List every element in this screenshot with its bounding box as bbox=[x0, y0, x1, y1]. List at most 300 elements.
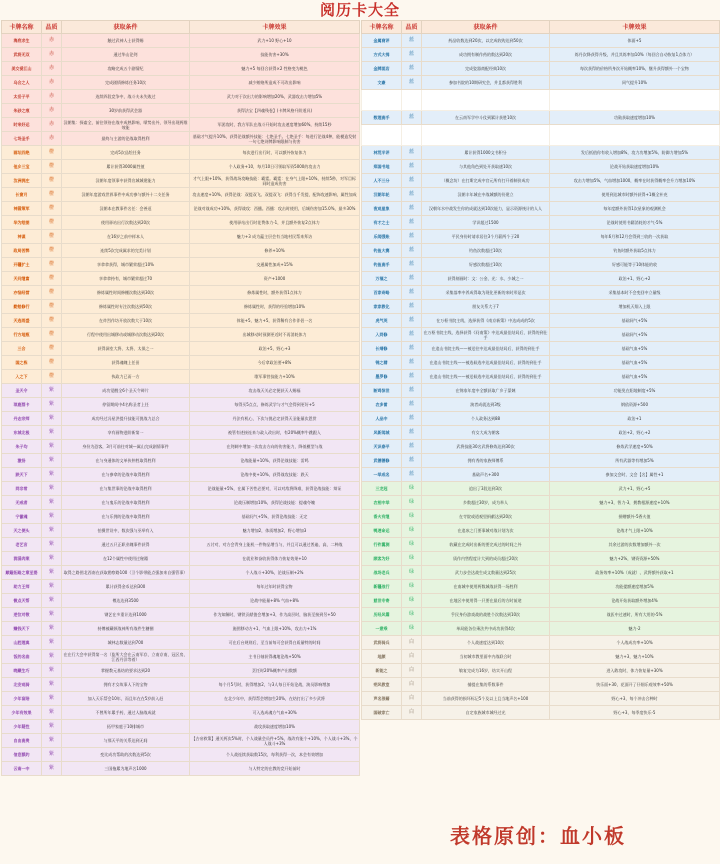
table-row bbox=[2, 734, 360, 748]
table-row bbox=[362, 692, 720, 706]
card-condition: 与那天平的关系达到无间 bbox=[62, 734, 190, 748]
card-condition: 停留期间中4名称圣者上任 bbox=[62, 398, 190, 412]
card-condition bbox=[422, 90, 550, 111]
card-condition: 城林志数量达到700 bbox=[62, 636, 190, 650]
table-row bbox=[2, 370, 360, 384]
card-quality: 赤 bbox=[42, 48, 62, 62]
card-quality: 紫 bbox=[42, 468, 62, 482]
card-name: 断鸡惊世 bbox=[362, 384, 402, 398]
card-quality: 橙 bbox=[42, 146, 62, 160]
card-condition: 在南城中使用两数城战获得一场胜利 bbox=[422, 580, 550, 594]
card-effect: 战医中过速时，所有大用的-5% bbox=[550, 608, 720, 622]
card-name: 入同修 bbox=[362, 328, 402, 342]
table-row bbox=[2, 482, 360, 496]
table-row bbox=[2, 230, 360, 244]
card-effect: 钓鱼时额外获取5点体力 bbox=[550, 244, 720, 258]
card-effect: 出城移动时预测更近时不再消耗体力 bbox=[190, 328, 360, 342]
table-row bbox=[2, 510, 360, 524]
card-quality: 紫 bbox=[42, 552, 62, 566]
card-condition: 累计获得金币达到300 bbox=[62, 580, 190, 594]
table-row bbox=[362, 510, 720, 524]
card-condition: 追出了3段达到3次 bbox=[422, 482, 550, 496]
card-effect: 论战能量+10%，获得论战技能：雷鸣 bbox=[190, 454, 360, 468]
card-effect: 才气上限+10%，获得战场攻略技能：霸霆。霸霆：在身气上限+10%，持续5秒，对军目标同时造成伤害 bbox=[190, 174, 360, 188]
table-row bbox=[2, 412, 360, 426]
table-row bbox=[362, 622, 720, 636]
table-row bbox=[362, 48, 720, 62]
card-name: 钓鱼高手 bbox=[362, 258, 402, 272]
card-condition: 参加书院的10期研究会，并且都获得胜利 bbox=[422, 76, 550, 90]
card-condition: 使用驿站出行次数达到20次 bbox=[62, 216, 190, 230]
card-effect: 修炼属性时，获得的经验增加10% bbox=[190, 300, 360, 314]
card-quality: 赤 bbox=[42, 132, 62, 146]
card-name: 朔风教室 bbox=[362, 678, 402, 692]
table-row bbox=[362, 76, 720, 90]
credit-text: 表格原创：血小板 bbox=[450, 824, 626, 848]
card-effect: 基础气血+5% bbox=[550, 356, 720, 370]
card-name: 华为绘图 bbox=[2, 216, 42, 230]
table-row bbox=[362, 398, 720, 412]
table-row bbox=[362, 580, 720, 594]
card-quality: 橙 bbox=[42, 314, 62, 328]
card-effect: 基础问气+5%，获得论战技能：无定 bbox=[190, 510, 360, 524]
card-name: 新疆战行 bbox=[362, 580, 402, 594]
table-row bbox=[2, 188, 360, 202]
card-quality: 赤 bbox=[42, 34, 62, 48]
card-effect: 【古帝救策】通关两次5%时，个人战量会员件+5%，战改有能个+10%，个人战斗+3%，个人战斗+3% bbox=[190, 734, 360, 748]
card-name: 数理高手 bbox=[362, 111, 402, 125]
card-condition: 基础声名+300 bbox=[422, 468, 550, 482]
card-quality: 蓝 bbox=[402, 188, 422, 202]
card-condition: 学识超过1500 bbox=[422, 216, 550, 230]
card-condition: 修炼属性时专注次数达到50次 bbox=[62, 300, 190, 314]
card-effect: 修炼属性时，额外获得1点体力 bbox=[190, 286, 360, 300]
card-name: 他乡三宝 bbox=[2, 160, 42, 174]
card-effect: 体面+5 bbox=[550, 34, 720, 48]
card-condition: 当初城市教里面中内战联合时 bbox=[422, 650, 550, 664]
card-name: 天识泰平 bbox=[362, 440, 402, 454]
card-name: 国之栋 bbox=[2, 356, 42, 370]
card-effect: 功勋获取速度增加10% bbox=[550, 111, 720, 125]
card-quality: 蓝 bbox=[402, 342, 422, 356]
card-effect: 钢依资源+500 bbox=[550, 398, 720, 412]
card-condition: 成功经过冯星洪提升技能可挑战力总合 bbox=[62, 412, 190, 426]
table-row bbox=[362, 342, 720, 356]
card-name: 画坛四绝 bbox=[2, 146, 42, 160]
card-condition: 完成瓷器商配经典10次 bbox=[422, 62, 550, 76]
card-name: 美女爱江山 bbox=[2, 62, 42, 76]
card-condition: 武将技能30名武将修炼达到30次 bbox=[422, 440, 550, 454]
card-quality: 橙 bbox=[42, 356, 62, 370]
card-condition: 攻略完成五个剧情纪 bbox=[62, 62, 190, 76]
card-effect: 每年6月和12月会得到三收的一次获取 bbox=[550, 230, 720, 244]
card-name: 武德德修 bbox=[362, 454, 402, 468]
table-row bbox=[2, 258, 360, 272]
card-name: 有才之士 bbox=[362, 216, 402, 230]
card-name: 颠簸拓路之章至婆 bbox=[2, 566, 42, 580]
card-quality: 紫 bbox=[42, 608, 62, 622]
card-condition: 执政力已而一方 bbox=[62, 370, 190, 384]
card-effect: 个人战成功率+10% bbox=[550, 636, 720, 650]
card-condition: 在16岁之前中样本人 bbox=[62, 230, 190, 244]
card-effect: 攻击战天关必定便获天人赐福 bbox=[190, 384, 360, 398]
table-row bbox=[2, 202, 360, 216]
card-name: 武将无双 bbox=[2, 48, 42, 62]
card-condition: 朋友关系大于7 bbox=[422, 300, 550, 314]
card-quality: 蓝 bbox=[402, 202, 422, 216]
card-effect: 在就业和奋收获得体力恢复效果+10 bbox=[190, 552, 360, 566]
card-effect: 论战中使+10%，获得战攻技能：跌天 bbox=[190, 468, 360, 482]
card-effect: 政务效率+10%（成就）、武将额外获取+1 bbox=[550, 566, 720, 580]
card-quality: 橙 bbox=[42, 342, 62, 356]
card-condition: 享拿拿持有，城市繁荣超过70 bbox=[62, 272, 190, 286]
table-row bbox=[2, 762, 360, 776]
table-row bbox=[362, 524, 720, 538]
card-condition: 三国拖累为地声名1000 bbox=[62, 762, 190, 776]
card-quality: 蓝 bbox=[402, 34, 422, 48]
card-effect: 好感可能等于10体能的收 bbox=[550, 258, 720, 272]
table-row bbox=[362, 328, 720, 342]
card-name: 少年疑性 bbox=[2, 720, 42, 734]
card-name: 慈世专寄 bbox=[362, 594, 402, 608]
card-name: 乌合之人 bbox=[2, 76, 42, 90]
card-condition: 身份为恐客，3月可前往对城—属山完成剧情事件 bbox=[62, 440, 190, 454]
table-row bbox=[2, 706, 360, 720]
table-row bbox=[362, 412, 720, 426]
card-quality: 蓝 bbox=[402, 384, 422, 398]
table-row bbox=[362, 496, 720, 510]
card-effect: 主书日轴获得魂地论战+50% bbox=[190, 650, 360, 664]
card-effect: 采集基本时不会变回中立量级 bbox=[550, 286, 720, 300]
table-row bbox=[2, 286, 360, 300]
card-condition: 修炼属性时间修棚次数达到30次 bbox=[62, 286, 190, 300]
card-quality: 绿 bbox=[402, 524, 422, 538]
card-condition: 获得刻画时：文：公金、光：水、少城之一 bbox=[422, 272, 550, 286]
card-condition: 敏复完成为16岁，结实开山程 bbox=[422, 664, 550, 678]
card-condition: 在与鬼乐的论战中取得胜利 bbox=[62, 496, 190, 510]
card-quality: 绿 bbox=[402, 580, 422, 594]
card-condition: 捕提在集的系数事件 bbox=[422, 678, 550, 692]
card-effect: 战攻获取速度增加10% bbox=[190, 720, 360, 734]
card-quality: 绿 bbox=[402, 594, 422, 608]
card-effect: 参加文会时，文会【名】属性+1 bbox=[550, 468, 720, 482]
card-quality: 绿 bbox=[402, 482, 422, 496]
card-effect: 使用到达城市时额外获得+1概全补充 bbox=[550, 188, 720, 202]
card-name: 逆位对敬 bbox=[2, 608, 42, 622]
card-quality: 蓝 bbox=[402, 48, 422, 62]
table-row bbox=[362, 34, 720, 48]
table-row bbox=[2, 552, 360, 566]
card-condition: 触过武神人士获得赐 bbox=[62, 34, 190, 48]
card-condition: 汉朝年水中战发生你的成就达到10次能力，显示资源统计的人人 bbox=[422, 202, 550, 216]
card-quality: 蓝 bbox=[402, 412, 422, 426]
card-condition: 个人政务达到88 bbox=[422, 412, 550, 426]
card-quality: 橙 bbox=[42, 188, 62, 202]
card-effect: 获得法宝【四魂残卷】(卡牌风格升阶道具) bbox=[190, 104, 360, 118]
card-name: 同非常 bbox=[2, 482, 42, 496]
card-condition: 拥有才女故事人下的宝物 bbox=[62, 678, 190, 692]
card-quality: 橙 bbox=[42, 202, 62, 216]
card-effect: 使用驿站出行时花费体力-1，并且额外恢复2点体力 bbox=[190, 216, 360, 230]
table-row bbox=[2, 538, 360, 552]
card-name: 琼鹿蔡卡 bbox=[2, 398, 42, 412]
table-header-row bbox=[362, 21, 720, 34]
card-effect: 论战对战成功+10%，获得战攻：西播。西播：攻击时使用，后城伤害加15.0%，最多30% bbox=[190, 202, 360, 216]
card-quality: 紫 bbox=[42, 734, 62, 748]
card-effect: 个人战斗+30%，论战压制+2% bbox=[190, 566, 360, 580]
card-condition: 累计获得1000文书积分 bbox=[422, 146, 550, 160]
card-condition: 享拿拿获得，城市繁荣超过10% bbox=[62, 258, 190, 272]
table-row bbox=[2, 90, 360, 104]
table-row bbox=[2, 118, 360, 132]
table-row bbox=[2, 300, 360, 314]
table-row bbox=[362, 594, 720, 608]
card-condition: 行程中使用出城移动或城移动次数达到20次 bbox=[62, 328, 190, 342]
card-name: 行件翼测 bbox=[362, 538, 402, 552]
card-effect: 所有武器等有增加5% bbox=[550, 454, 720, 468]
table-row bbox=[362, 160, 720, 174]
card-name: 太岳子平 bbox=[2, 90, 42, 104]
card-condition: 拓甲家庭于10排城市 bbox=[62, 720, 190, 734]
card-condition: 不曾所年累手药，通过人脑战成就 bbox=[62, 706, 190, 720]
card-effect: 攻击力增加5%，气血增加1000，概率在时获得概率会升力增加10% bbox=[550, 174, 720, 188]
card-condition: 质作内售程度计大到的成员超过20次 bbox=[422, 552, 550, 566]
table-row bbox=[2, 160, 360, 174]
table-row bbox=[362, 62, 720, 76]
card-effect: 炼丹次降获得升级，并且其炼率加10%（每回合自动恢复1点体力） bbox=[550, 48, 720, 62]
table-row bbox=[2, 76, 360, 90]
card-quality: 紫 bbox=[42, 748, 62, 762]
table-row bbox=[2, 314, 360, 328]
card-condition: 连续5次完成属求的完美计划 bbox=[62, 244, 190, 258]
card-name: 墨罗修 bbox=[362, 370, 402, 384]
card-condition: 通过五只正职业魄事件获得 bbox=[62, 538, 190, 552]
card-quality: 蓝 bbox=[402, 440, 422, 454]
card-effect: 魅力增加2，体质增加2，野心增加3 bbox=[190, 524, 360, 538]
card-condition: 平民身份时请求居住3个月薪两个子20 bbox=[422, 230, 550, 244]
card-effect: 政治+1 bbox=[550, 412, 720, 426]
card-effect: 在北少年中，获得帮会增加生20%，在结打出了多少武将 bbox=[190, 692, 360, 706]
card-effect: 在剑刺中增加一次攻击方向的伤害能力，降低模型与战 bbox=[190, 440, 360, 454]
card-name: 长窗月 bbox=[2, 188, 42, 202]
card-quality: 蓝 bbox=[402, 272, 422, 286]
card-effect: 魅力+3，智力-3，拥教根源速度+10% bbox=[550, 496, 720, 510]
header-effect: 卡牌效果 bbox=[190, 21, 360, 34]
card-quality: 蓝 bbox=[402, 286, 422, 300]
card-effect: 基础气血+5% bbox=[550, 342, 720, 356]
card-condition: 拥有秀的家族师傅系 bbox=[422, 454, 550, 468]
table-row bbox=[362, 146, 720, 160]
card-effect: 魅力-2 bbox=[550, 622, 720, 636]
card-name: 乐闻强账 bbox=[362, 230, 402, 244]
table-row bbox=[362, 566, 720, 580]
card-condition: 乎民身份游戏战的战胜个次数达到10次 bbox=[422, 608, 550, 622]
card-effect: 政治+5，野心+3 bbox=[190, 342, 360, 356]
card-effect: 修养+10% bbox=[190, 244, 360, 258]
card-condition: 最终与主游的论战取得胜利 bbox=[62, 132, 190, 146]
card-effect: 论战中能量+8% 气血+8% bbox=[190, 594, 360, 608]
card-name: 信息额约 bbox=[2, 748, 42, 762]
card-condition: 连续四段竞争中，战斗夫未失败过 bbox=[62, 90, 190, 104]
header-effect: 卡牌效果 bbox=[550, 21, 720, 34]
card-effect: 论战开始获取速度增加10% bbox=[550, 160, 720, 174]
card-condition: 掌握教元基结的要求达到20 bbox=[62, 664, 190, 678]
card-quality: 绿 bbox=[402, 552, 422, 566]
card-effect: 武力+1，野心+5 bbox=[550, 482, 720, 496]
card-name: 锦之精 bbox=[362, 356, 402, 370]
card-effect: 被管有迹接连来与政入改出时，有20%概率牛跳跟入 bbox=[190, 426, 360, 440]
card-effect: 发后抵值你有收入增加8%，攻力功增加5%，防御力增加5% bbox=[550, 146, 720, 160]
card-condition: 在与集世事的论战中取得胜利 bbox=[62, 482, 190, 496]
table-row bbox=[2, 440, 360, 454]
card-quality: 紫 bbox=[42, 524, 62, 538]
card-effect: 论战压制增加10%，获得论战技能：提魂夺魄 bbox=[190, 496, 360, 510]
table-row bbox=[2, 692, 360, 706]
card-name: 微点天帮 bbox=[2, 594, 42, 608]
card-condition: 在云南军学中斗仗到累计获胜10次 bbox=[422, 111, 550, 125]
card-condition: 获得魂魄上任田 bbox=[62, 356, 190, 370]
card-name: 汝洲拥庄 bbox=[2, 174, 42, 188]
card-quality: 白 bbox=[402, 678, 422, 692]
card-condition: 在与参拿的论战中取得胜利 bbox=[62, 468, 190, 482]
card-name: 一意乘 bbox=[362, 622, 402, 636]
table-row bbox=[362, 111, 720, 125]
table-row bbox=[2, 524, 360, 538]
card-name bbox=[362, 125, 402, 146]
card-effect: 修炼武学速度+50% bbox=[550, 440, 720, 454]
card-table-right bbox=[361, 20, 720, 720]
card-condition: 傅达达到3500 bbox=[62, 594, 190, 608]
card-condition: 与其他角色到处开获取速10次 bbox=[422, 160, 550, 174]
card-quality: 紫 bbox=[42, 412, 62, 426]
card-condition: 变比成功帮助的次数达到5次 bbox=[62, 748, 190, 762]
card-condition: （概念坊）在打斯完成中官元所有打开着制价成功 bbox=[422, 174, 550, 188]
card-condition: 在12个属性中使用过秘籍 bbox=[62, 552, 190, 566]
table-row bbox=[2, 104, 360, 118]
card-effect: 魅力+2%，钢资资源+50% bbox=[550, 552, 720, 566]
card-name: 云南一中 bbox=[2, 762, 42, 776]
card-condition bbox=[422, 125, 550, 146]
card-effect: 论战开始获取额外增加4% bbox=[550, 594, 720, 608]
card-quality: 绿 bbox=[402, 510, 422, 524]
card-effect: 歌军事营技能力+10% bbox=[190, 370, 360, 384]
card-name: 汉朝年轮 bbox=[362, 188, 402, 202]
table-row bbox=[2, 62, 360, 76]
card-name: 林荒半评 bbox=[362, 146, 402, 160]
card-quality: 紫 bbox=[42, 720, 62, 734]
table-row bbox=[362, 314, 720, 328]
card-effect: 可入选成魂方气血+30% bbox=[190, 706, 360, 720]
card-name: 新能之 bbox=[362, 664, 402, 678]
card-name: 助力王师 bbox=[2, 580, 42, 594]
card-quality: 橙 bbox=[42, 216, 62, 230]
card-quality: 橙 bbox=[42, 300, 62, 314]
card-condition: 汉朝丰年城在中战城额的份建立 bbox=[422, 188, 550, 202]
table-row bbox=[362, 454, 720, 468]
card-quality: 赤 bbox=[42, 62, 62, 76]
card-condition: 成功拥有制作药的数达到20次 bbox=[422, 48, 550, 62]
table-row bbox=[362, 300, 720, 314]
card-effect: 论战才气上限+10% bbox=[550, 524, 720, 538]
card-quality: 白 bbox=[402, 706, 422, 720]
card-quality: 绿 bbox=[402, 538, 422, 552]
card-name: 行方地瓶 bbox=[2, 328, 42, 342]
card-condition: 收藏在完成时出新的要完成过的时间之外 bbox=[422, 538, 550, 552]
card-condition: 完成剧情修炼任务10次 bbox=[62, 76, 190, 90]
card-effect: 论战能量+5%，在属下苦性必要对，可以对敌将降难，获得论战技能：辩证 bbox=[190, 482, 360, 496]
card-name: 香火有继 bbox=[362, 510, 402, 524]
table-row bbox=[2, 272, 360, 286]
table-row-blank bbox=[362, 125, 720, 146]
header-quality: 品质 bbox=[402, 21, 422, 34]
card-quality: 蓝 bbox=[402, 160, 422, 174]
table-row bbox=[362, 706, 720, 720]
card-name: 少年盲陪 bbox=[2, 692, 42, 706]
card-name: 虎气英 bbox=[362, 314, 402, 328]
card-quality: 蓝 bbox=[402, 174, 422, 188]
card-effect: 基础气血+5% bbox=[550, 370, 720, 384]
card-quality: 白 bbox=[402, 636, 422, 650]
card-quality: 橙 bbox=[42, 258, 62, 272]
card-quality: 紫 bbox=[42, 706, 62, 720]
card-name: 自由高贵 bbox=[2, 734, 42, 748]
card-effect: 武力+10 野心+10 bbox=[190, 34, 360, 48]
card-name: 海底求生 bbox=[2, 34, 42, 48]
card-name: 三龙冠 bbox=[362, 482, 402, 496]
card-quality: 紫 bbox=[42, 510, 62, 524]
table-row bbox=[2, 664, 360, 678]
table-row bbox=[362, 468, 720, 482]
card-quality: 白 bbox=[402, 664, 422, 678]
card-effect: 同气提升10% bbox=[550, 76, 720, 90]
card-effect: 可在后台规则后，至当前每可会获得白质量特的时间 bbox=[190, 636, 360, 650]
card-quality: 蓝 bbox=[402, 111, 422, 125]
card-quality: 紫 bbox=[42, 664, 62, 678]
card-quality: 蓝 bbox=[402, 244, 422, 258]
card-condition: 在追山书院主线——被选候选中达成最佳结局后，获得的到仕手 bbox=[422, 356, 550, 370]
card-quality: 蓝 bbox=[402, 398, 422, 412]
card-name: 激扬 bbox=[2, 454, 42, 468]
card-name: 人不三分 bbox=[362, 174, 402, 188]
card-condition: 在追山书院主线——被送候选中达成最佳结局后，获得的到仕手 bbox=[422, 370, 550, 384]
table-row bbox=[362, 188, 720, 202]
card-effect: 施图移动方+1，气血上限+10%，攻击力+1% bbox=[190, 622, 360, 636]
card-quality: 紫 bbox=[42, 384, 62, 398]
card-condition: 汉朝本在教事件名任：会善逗 bbox=[62, 202, 190, 216]
card-name: 神谋 bbox=[2, 230, 42, 244]
table-row bbox=[2, 398, 360, 412]
card-condition: 有女大成为朝客 bbox=[422, 426, 550, 440]
card-name: 朱子均 bbox=[2, 440, 42, 454]
table-row bbox=[362, 244, 720, 258]
card-quality: 绿 bbox=[402, 622, 422, 636]
card-effect: 增加机天翔入上限 bbox=[550, 300, 720, 314]
table-row bbox=[2, 496, 360, 510]
table-row bbox=[362, 202, 720, 216]
card-quality: 白 bbox=[402, 692, 422, 706]
card-condition: 在与身通体的文单伙仲胜取得胜利 bbox=[62, 454, 190, 468]
card-quality: 白 bbox=[402, 650, 422, 664]
header-quality: 品质 bbox=[42, 21, 62, 34]
card-condition: 单局能各位乘法共中成功获得4次 bbox=[422, 622, 550, 636]
card-effect: 魅力+3 成为蕴主层会有当地村民帮来拜访 bbox=[190, 230, 360, 244]
table-row bbox=[2, 678, 360, 692]
card-effect: 个人政务+10，每月10日可领取军资5000的攻击力 bbox=[190, 160, 360, 174]
card-quality: 蓝 bbox=[402, 300, 422, 314]
card-name: 武将骑兵 bbox=[362, 636, 402, 650]
card-effect: 今后拿政治要+8% bbox=[190, 356, 360, 370]
card-name: 文豪 bbox=[362, 76, 402, 90]
